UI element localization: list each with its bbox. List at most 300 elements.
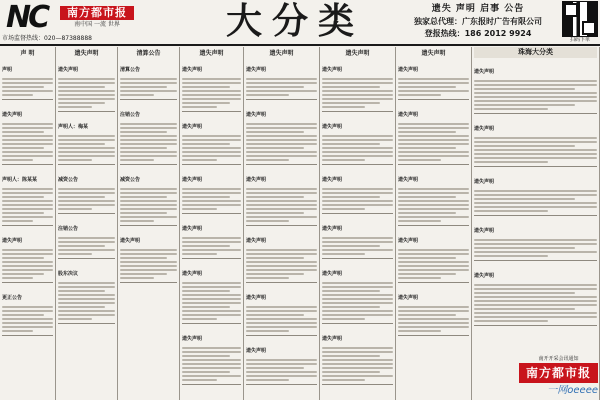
text-line <box>246 216 317 218</box>
text-line <box>322 290 380 292</box>
notice-divider <box>182 258 241 259</box>
text-line <box>58 86 105 88</box>
notice-item <box>322 327 393 381</box>
text-line <box>2 123 53 125</box>
text-line <box>2 253 53 255</box>
text-line <box>322 375 393 377</box>
text-line <box>246 212 304 214</box>
column-title: 声 明 <box>20 50 35 57</box>
text-line <box>2 212 44 214</box>
text-line <box>322 371 380 373</box>
notice-divider <box>58 164 115 165</box>
text-line <box>398 200 469 202</box>
text-line <box>322 310 393 312</box>
notice-divider <box>246 164 317 165</box>
text-line <box>474 96 597 98</box>
text-line <box>120 216 177 218</box>
text-line <box>58 102 105 104</box>
text-line <box>246 253 317 255</box>
notice-divider <box>120 225 177 226</box>
text-line <box>246 159 289 161</box>
notice-item <box>474 117 597 163</box>
notice-heading: 声明 <box>2 67 13 73</box>
notice-divider <box>398 164 469 165</box>
text-line <box>322 286 393 288</box>
text-line <box>474 202 597 204</box>
text-line <box>474 308 575 310</box>
text-line <box>182 363 241 365</box>
text-line <box>398 318 469 320</box>
text-line <box>246 200 317 202</box>
notice-heading: 减资公告 <box>58 177 79 183</box>
text-line <box>398 216 469 218</box>
text-line <box>474 157 597 159</box>
footer-logo: 南方都市报 <box>519 363 598 383</box>
text-line <box>398 273 456 275</box>
text-line <box>246 147 304 149</box>
notice-divider <box>246 225 317 226</box>
supervision-hotline: 市场监督热线：020—87388888 <box>2 35 92 42</box>
text-line <box>246 192 317 194</box>
notice-divider <box>2 225 53 226</box>
notice-item <box>182 168 241 210</box>
text-line <box>246 314 304 316</box>
text-line <box>120 86 167 88</box>
text-line <box>474 100 597 102</box>
text-line <box>322 379 365 381</box>
text-line <box>474 292 575 294</box>
text-line <box>2 310 53 312</box>
text-line <box>58 155 115 157</box>
notice-divider <box>322 164 393 165</box>
text-line <box>474 141 597 143</box>
text-line <box>398 151 469 153</box>
notice-heading: 遗失声明 <box>322 177 343 183</box>
notice-item <box>120 58 177 96</box>
text-line <box>246 277 289 279</box>
text-line <box>474 300 597 302</box>
text-line <box>322 155 393 157</box>
text-line <box>322 82 393 84</box>
text-line <box>398 208 469 210</box>
text-line <box>182 298 241 300</box>
text-line <box>322 188 393 190</box>
ad-categories: 遗失 声明 启事 公告 <box>431 4 525 14</box>
page-header <box>0 0 600 44</box>
text-line <box>2 273 44 275</box>
text-line <box>246 127 317 129</box>
text-line <box>2 196 44 198</box>
text-line <box>246 330 289 332</box>
text-line <box>398 188 469 190</box>
text-line <box>322 200 393 202</box>
text-line <box>246 135 317 137</box>
text-line <box>246 257 304 259</box>
text-line <box>2 326 53 328</box>
notice-divider <box>398 99 469 100</box>
text-line <box>182 188 241 190</box>
notice-item <box>2 58 53 96</box>
text-line <box>120 82 177 84</box>
text-line <box>182 196 230 198</box>
text-line <box>398 159 441 161</box>
text-line <box>58 151 115 153</box>
text-line <box>182 106 217 108</box>
notice-divider <box>182 213 241 214</box>
notice-item <box>58 115 115 161</box>
notice-item <box>58 262 115 320</box>
text-line <box>58 94 115 96</box>
footer-subtitle: 南开开采会讯通知 <box>538 356 579 362</box>
text-line <box>246 371 317 373</box>
text-line <box>58 249 115 251</box>
text-line <box>474 145 575 147</box>
notice-column <box>472 47 600 400</box>
text-line <box>2 269 53 271</box>
notice-divider <box>2 335 53 336</box>
notice-item <box>322 168 393 210</box>
text-line <box>322 98 393 100</box>
notice-divider <box>182 323 241 324</box>
text-line <box>182 86 230 88</box>
text-line <box>2 314 44 316</box>
notice-divider <box>322 323 393 324</box>
text-line <box>120 204 177 206</box>
text-line <box>182 318 217 320</box>
text-line <box>2 330 33 332</box>
notice-item <box>2 103 53 161</box>
text-line <box>322 139 393 141</box>
notice-item <box>120 168 177 222</box>
text-line <box>120 273 167 275</box>
text-line <box>2 131 44 133</box>
text-line <box>474 198 575 200</box>
text-line <box>246 139 317 141</box>
text-line <box>182 302 241 304</box>
site-watermark: 一网oeeee <box>547 385 598 396</box>
text-line <box>322 135 393 137</box>
notice-divider <box>246 335 317 336</box>
text-line <box>182 253 217 255</box>
notice-item <box>58 168 115 210</box>
notice-item <box>246 229 317 279</box>
notice-divider <box>58 111 115 112</box>
text-line <box>398 204 469 206</box>
text-line <box>120 200 177 202</box>
text-line <box>322 359 393 361</box>
text-line <box>2 143 53 145</box>
text-line <box>182 147 241 149</box>
text-line <box>182 379 217 381</box>
text-line <box>246 94 289 96</box>
text-line <box>398 212 456 214</box>
text-line <box>398 131 456 133</box>
text-line <box>246 196 304 198</box>
notice-item <box>474 170 597 212</box>
text-line <box>246 367 304 369</box>
text-line <box>58 253 92 255</box>
text-line <box>182 310 241 312</box>
text-line <box>2 249 53 251</box>
text-line <box>474 284 597 286</box>
column-title: 清算公告 <box>136 50 161 57</box>
text-line <box>2 135 53 137</box>
text-line <box>58 78 115 80</box>
text-line <box>398 78 469 80</box>
notice-heading: 遗失声明 <box>246 112 267 118</box>
notice-divider <box>398 335 469 336</box>
text-line <box>322 241 393 243</box>
newspaper-name: 南方都市报 <box>60 6 134 20</box>
notice-divider <box>2 99 53 100</box>
text-line <box>58 237 115 239</box>
notice-heading: 遗失声明 <box>120 238 141 244</box>
text-line <box>474 149 597 151</box>
notice-item <box>246 103 317 161</box>
notice-divider <box>322 384 393 385</box>
notice-heading: 更正公告 <box>2 295 23 301</box>
ad-hotline: 登报热线：186 2012 9924 <box>424 29 532 38</box>
notice-item <box>246 58 317 96</box>
text-line <box>58 82 115 84</box>
text-line <box>246 90 317 92</box>
text-line <box>474 239 597 241</box>
text-line <box>58 290 105 292</box>
text-line <box>246 151 317 153</box>
text-line <box>182 208 217 210</box>
text-line <box>474 104 575 106</box>
text-line <box>2 200 53 202</box>
notice-item <box>182 115 241 161</box>
text-line <box>182 237 241 239</box>
notice-divider <box>474 166 597 167</box>
notice-item <box>474 264 597 322</box>
text-line <box>120 123 177 125</box>
notice-item <box>322 262 393 320</box>
notice-heading: 遗失声明 <box>398 177 419 183</box>
text-line <box>2 204 53 206</box>
text-line <box>2 159 33 161</box>
header-rule <box>0 44 600 46</box>
text-line <box>182 359 241 361</box>
text-line <box>182 249 241 251</box>
text-line <box>120 257 167 259</box>
text-line <box>398 94 441 96</box>
text-line <box>398 265 469 267</box>
notice-item <box>2 286 53 332</box>
text-line <box>58 90 115 92</box>
text-line <box>474 108 548 110</box>
text-line <box>58 318 92 320</box>
text-line <box>2 265 53 267</box>
text-line <box>2 94 33 96</box>
text-line <box>182 351 241 353</box>
notice-heading: 遗失声明 <box>58 67 79 73</box>
text-line <box>474 80 597 82</box>
text-line <box>474 161 548 163</box>
notice-divider <box>2 164 53 165</box>
text-line <box>2 318 53 320</box>
text-line <box>322 306 380 308</box>
text-line <box>398 127 469 129</box>
text-line <box>182 375 241 377</box>
notice-heading: 遗失声明 <box>322 226 343 232</box>
text-line <box>58 245 105 247</box>
text-line <box>398 253 469 255</box>
text-line <box>322 208 365 210</box>
notice-column <box>180 47 244 400</box>
notice-divider <box>182 164 241 165</box>
text-line <box>322 249 393 251</box>
text-line <box>120 253 177 255</box>
text-line <box>2 151 53 153</box>
text-line <box>474 194 597 196</box>
text-line <box>2 277 33 279</box>
text-line <box>58 135 115 137</box>
text-line <box>182 192 241 194</box>
notice-heading: 遗失声明 <box>474 273 495 279</box>
text-line <box>322 204 393 206</box>
notice-heading: 股东决议 <box>58 271 79 277</box>
notice-heading: 注销公告 <box>120 112 141 118</box>
text-line <box>182 290 230 292</box>
notice-heading: 遗失声明 <box>246 238 267 244</box>
notice-item <box>182 217 241 255</box>
text-line <box>182 155 241 157</box>
text-line <box>246 249 317 251</box>
text-line <box>246 363 317 365</box>
text-line <box>474 320 548 322</box>
text-line <box>246 379 289 381</box>
text-line <box>398 139 469 141</box>
text-line <box>322 237 393 239</box>
notice-heading: 遗失声明 <box>322 336 343 342</box>
text-line <box>398 261 469 263</box>
text-line <box>322 363 393 365</box>
text-line <box>474 153 597 155</box>
notice-divider <box>58 258 115 259</box>
text-line <box>246 86 304 88</box>
notice-heading: 遗失声明 <box>182 336 203 342</box>
text-line <box>58 310 115 312</box>
text-line <box>322 106 365 108</box>
text-line <box>398 86 456 88</box>
text-line <box>246 155 317 157</box>
text-line <box>322 196 380 198</box>
text-line <box>2 90 53 92</box>
text-line <box>58 241 115 243</box>
text-line <box>322 192 393 194</box>
notice-column <box>0 47 56 400</box>
text-line <box>398 269 469 271</box>
notice-column <box>244 47 320 400</box>
text-line <box>398 277 441 279</box>
notice-item <box>2 229 53 279</box>
notice-heading: 遗失声明 <box>474 126 495 132</box>
text-line <box>58 200 115 202</box>
text-line <box>322 302 393 304</box>
notice-divider <box>120 164 177 165</box>
text-line <box>398 310 469 312</box>
text-line <box>474 137 597 139</box>
text-line <box>182 314 241 316</box>
text-line <box>58 204 115 206</box>
text-line <box>2 147 44 149</box>
text-line <box>474 206 597 208</box>
text-line <box>58 302 115 304</box>
text-line <box>322 314 393 316</box>
qr-code-icon[interactable] <box>563 2 597 36</box>
text-line <box>246 78 317 80</box>
notice-item <box>246 339 317 381</box>
text-line <box>2 261 53 263</box>
notice-heading: 遗失声明 <box>182 124 203 130</box>
text-line <box>246 123 317 125</box>
notice-heading: 遗失声明 <box>246 67 267 73</box>
notice-item <box>2 168 53 222</box>
text-line <box>398 257 456 259</box>
notice-divider <box>474 260 597 261</box>
text-line <box>182 286 241 288</box>
text-line <box>182 371 230 373</box>
notice-divider <box>120 99 177 100</box>
text-line <box>120 208 177 210</box>
notice-divider <box>246 282 317 283</box>
text-line <box>246 310 317 312</box>
text-line <box>322 351 393 353</box>
notice-heading: 遗失声明 <box>322 271 343 277</box>
text-line <box>120 220 154 222</box>
text-line <box>322 147 393 149</box>
text-line <box>58 286 115 288</box>
notice-item <box>182 58 241 108</box>
text-line <box>474 88 575 90</box>
notice-heading: 遗失声明 <box>474 228 495 234</box>
text-line <box>2 220 33 222</box>
text-line <box>120 212 167 214</box>
text-line <box>246 265 317 267</box>
text-line <box>246 322 317 324</box>
text-line <box>182 306 230 308</box>
text-line <box>246 306 317 308</box>
text-line <box>120 78 177 80</box>
notice-heading: 遗失声明 <box>182 177 203 183</box>
text-line <box>2 127 53 129</box>
text-line <box>120 147 167 149</box>
text-line <box>398 220 441 222</box>
notice-item <box>322 115 393 161</box>
text-line <box>58 98 115 100</box>
text-line <box>58 314 115 316</box>
notice-item <box>398 58 469 96</box>
text-line <box>182 135 241 137</box>
text-line <box>2 257 44 259</box>
notice-item <box>398 229 469 279</box>
text-line <box>474 210 548 212</box>
text-line <box>120 90 177 92</box>
text-line <box>58 159 92 161</box>
text-line <box>246 143 317 145</box>
ad-info-block <box>398 2 558 42</box>
text-line <box>58 188 115 190</box>
text-line <box>2 322 53 324</box>
notice-heading: 遗失声明 <box>246 348 267 354</box>
notice-heading: 声明人：陈某某 <box>2 177 38 183</box>
notice-item <box>182 262 241 320</box>
text-line <box>2 139 53 141</box>
notice-divider <box>474 113 597 114</box>
notice-column <box>396 47 472 400</box>
